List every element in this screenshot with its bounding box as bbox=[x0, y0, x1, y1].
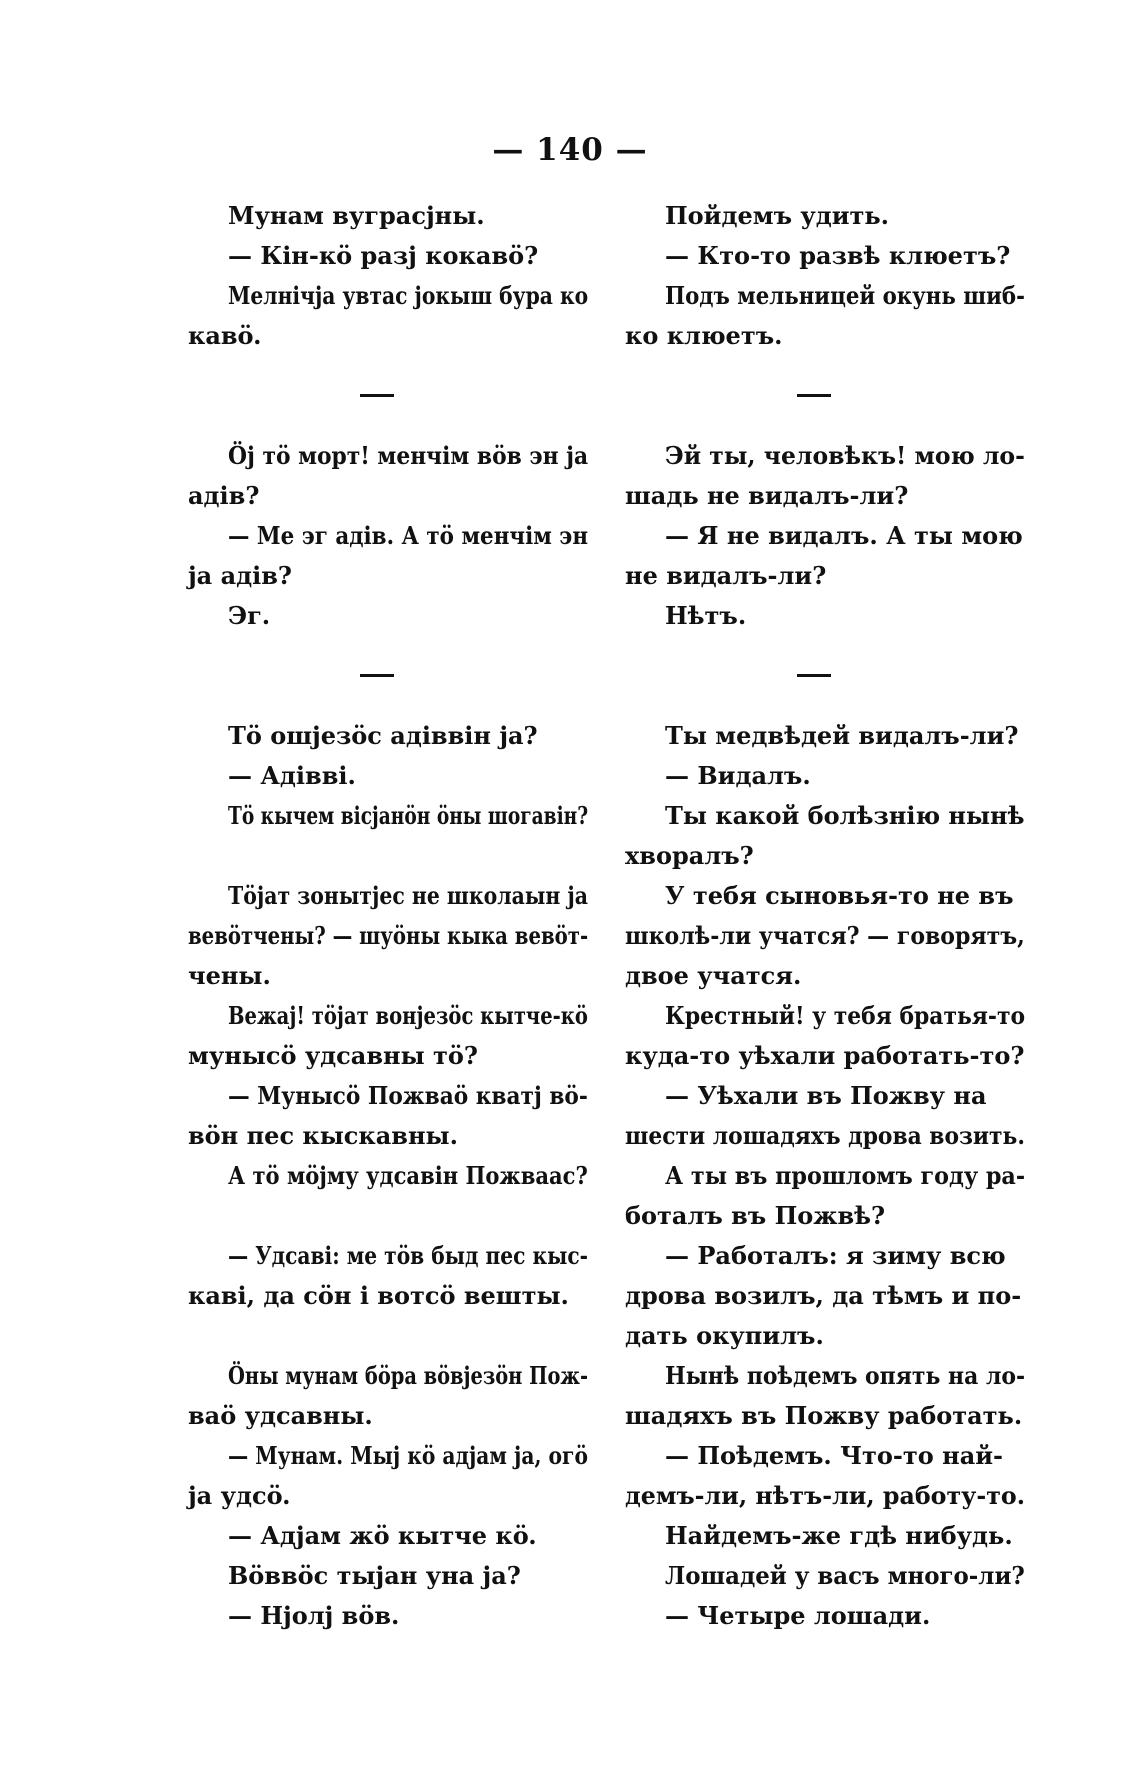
text-line bbox=[188, 1076, 588, 1116]
text-line-content: Тö ошјезöс адіввін ја? bbox=[228, 721, 538, 750]
text-line-content: А тö мöјму удсавін Пожваас? bbox=[228, 1161, 588, 1190]
text-line bbox=[188, 716, 588, 756]
text-line bbox=[625, 1436, 1025, 1476]
text-line bbox=[188, 316, 588, 356]
text-line bbox=[188, 1236, 588, 1276]
text-line-content: ваö удсавны. bbox=[188, 1401, 373, 1430]
text-line-content: Тöјат зонытјес не школаын ја bbox=[228, 881, 589, 910]
text-line-content: Мунам вуграсјны. bbox=[228, 201, 485, 230]
text-line bbox=[625, 1596, 1025, 1636]
text-line-content: Эг. bbox=[228, 601, 271, 630]
text-line bbox=[625, 716, 1025, 756]
text-line-content: боталъ въ Пожвѣ? bbox=[625, 1201, 886, 1230]
text-line bbox=[625, 1276, 1025, 1316]
text-line-content: Крестный! у тебя братья-то bbox=[665, 1001, 1026, 1030]
text-line-content: каві, да сöн і вотсö вешты. bbox=[188, 1281, 569, 1310]
text-line-content: — Видалъ. bbox=[665, 761, 811, 790]
text-line bbox=[188, 956, 588, 996]
text-line-content: мунысö удсавны тö? bbox=[188, 1041, 478, 1070]
text-line bbox=[625, 1156, 1025, 1196]
text-line-content: Тö кычем вісјанöн öны шогавін? bbox=[228, 801, 589, 830]
text-line-content: дрова возилъ, да тѣмъ и по- bbox=[625, 1281, 1022, 1310]
text-line bbox=[188, 1036, 588, 1076]
text-line-content: адів? bbox=[188, 481, 260, 510]
text-line-content: — Адјам жö кытче кö. bbox=[228, 1521, 537, 1550]
text-line bbox=[625, 796, 1025, 836]
text-line bbox=[625, 916, 1025, 956]
text-line-content: — Ме эг адів. А тö менчім эн bbox=[228, 521, 589, 550]
text-line-content: — Я не видалъ. А ты мою bbox=[665, 521, 1023, 550]
text-line bbox=[188, 1116, 588, 1156]
text-line bbox=[188, 556, 588, 596]
text-line-content: — Уѣхали въ Пожву на bbox=[665, 1081, 987, 1110]
text-line bbox=[625, 436, 1025, 476]
blank-line bbox=[188, 836, 588, 876]
text-line bbox=[188, 1276, 588, 1316]
text-line bbox=[188, 516, 588, 556]
text-line-content: не видалъ-ли? bbox=[625, 561, 827, 590]
text-line-content: школѣ-ли учатся? — говорятъ, bbox=[625, 921, 1025, 950]
text-line-content: Мелнічја увтас јокыш бура ко bbox=[228, 281, 589, 310]
text-line-content: — Мунысö Пожваö кватј вö- bbox=[228, 1081, 588, 1110]
text-line-content: дать окупилъ. bbox=[625, 1321, 824, 1350]
text-line-content: шести лошадяхъ дрова возить. bbox=[625, 1121, 1025, 1150]
section-divider bbox=[188, 356, 588, 436]
text-line bbox=[625, 316, 1025, 356]
text-line-content: Нѣтъ. bbox=[665, 601, 747, 630]
text-line bbox=[188, 996, 588, 1036]
text-line bbox=[188, 196, 588, 236]
blank-line bbox=[188, 1316, 588, 1356]
text-line-content: — Нјолј вöв. bbox=[228, 1601, 400, 1630]
text-line-content: — Работалъ: я зиму всю bbox=[665, 1241, 1006, 1270]
text-line-content: У тебя сыновья-то не въ bbox=[665, 881, 1014, 910]
text-line-content: Ты медвѣдей видалъ-ли? bbox=[665, 721, 1019, 750]
text-line-content: хворалъ? bbox=[625, 841, 754, 870]
text-line bbox=[188, 1396, 588, 1436]
text-line bbox=[188, 1436, 588, 1476]
text-line bbox=[625, 556, 1025, 596]
text-line bbox=[625, 1356, 1025, 1396]
text-line bbox=[188, 1356, 588, 1396]
text-line-content: — Мунам. Мыј кö адјам ја, огö bbox=[228, 1441, 588, 1470]
section-divider bbox=[625, 636, 1025, 716]
text-line bbox=[188, 1156, 588, 1196]
text-line-content: — Четыре лошади. bbox=[665, 1601, 931, 1630]
text-line bbox=[188, 1476, 588, 1516]
komi-text-column bbox=[188, 196, 588, 1636]
text-line-content: А ты въ прошломъ году ра- bbox=[665, 1161, 1026, 1190]
text-line-content: — Кін-кö разј кокавö? bbox=[228, 241, 539, 270]
section-divider bbox=[625, 356, 1025, 436]
text-line bbox=[188, 796, 588, 836]
text-line-content: Вежај! тöјат вонјезöс кытче-кö bbox=[228, 1001, 588, 1030]
text-line bbox=[625, 1516, 1025, 1556]
text-line-content: Эй ты, человѣкъ! мою ло- bbox=[665, 441, 1025, 470]
text-line bbox=[625, 1036, 1025, 1076]
text-line-content: Вöввöс тыјан уна ја? bbox=[228, 1561, 521, 1590]
text-line-content: — Поѣдемъ. Что-то най- bbox=[665, 1441, 1004, 1470]
text-line bbox=[188, 756, 588, 796]
text-line bbox=[625, 196, 1025, 236]
text-line bbox=[188, 1596, 588, 1636]
text-line bbox=[625, 1396, 1025, 1436]
text-line bbox=[625, 996, 1025, 1036]
text-line-content: Öны мунам бöра вöвјезöн Пож- bbox=[228, 1361, 589, 1390]
text-line-content: ја удсö. bbox=[188, 1481, 291, 1510]
text-line bbox=[188, 1556, 588, 1596]
text-line bbox=[188, 436, 588, 476]
text-line bbox=[625, 1236, 1025, 1276]
page-number: — 140 — bbox=[492, 132, 648, 168]
text-line bbox=[625, 756, 1025, 796]
text-line-content: — Кто-то развѣ клюетъ? bbox=[665, 241, 1011, 270]
text-line-content: — Удсаві: ме тöв быд пес кыс- bbox=[228, 1241, 589, 1270]
text-line-content: вевöтчены? — шуöны кыка вевöт- bbox=[188, 921, 589, 950]
text-line bbox=[188, 916, 588, 956]
text-line bbox=[625, 1116, 1025, 1156]
text-line bbox=[625, 876, 1025, 916]
text-line bbox=[188, 876, 588, 916]
text-line bbox=[188, 1516, 588, 1556]
text-line-content: шадяхъ въ Пожву работать. bbox=[625, 1401, 1023, 1430]
text-line-content: вöн пес кыскавны. bbox=[188, 1121, 458, 1150]
text-line bbox=[625, 1556, 1025, 1596]
text-line-content: — Адівві. bbox=[228, 761, 356, 790]
text-line bbox=[188, 236, 588, 276]
text-line bbox=[625, 1076, 1025, 1116]
text-line bbox=[625, 516, 1025, 556]
text-line bbox=[625, 956, 1025, 996]
text-line-content: демъ-ли, нѣтъ-ли, работу-то. bbox=[625, 1481, 1025, 1510]
text-line-content: двое учатся. bbox=[625, 961, 802, 990]
text-line-content: Нынѣ поѣдемъ опять на ло- bbox=[665, 1361, 1026, 1390]
text-line bbox=[188, 476, 588, 516]
text-line bbox=[625, 276, 1025, 316]
text-line-content: Лошадей у васъ много-ли? bbox=[665, 1561, 1025, 1590]
text-line bbox=[188, 596, 588, 636]
text-line bbox=[188, 276, 588, 316]
text-line bbox=[625, 836, 1025, 876]
text-line-content: Пойдемъ удить. bbox=[665, 201, 890, 230]
text-line bbox=[625, 1476, 1025, 1516]
text-line-content: Öј тö морт! менчім вöв эн ја bbox=[228, 441, 589, 470]
text-line-content: Найдемъ-же гдѣ нибудь. bbox=[665, 1521, 1013, 1550]
text-line-content: Подъ мельницей окунь шиб- bbox=[665, 281, 1025, 310]
text-line-content: Ты какой болѣзнію нынѣ bbox=[665, 801, 1025, 830]
text-line bbox=[625, 1196, 1025, 1236]
section-divider bbox=[188, 636, 588, 716]
text-line-content: ко клюетъ. bbox=[625, 321, 783, 350]
text-line-content: куда-то уѣхали работать-то? bbox=[625, 1041, 1025, 1070]
text-line-content: чены. bbox=[188, 961, 271, 990]
text-line-content: кавö. bbox=[188, 321, 262, 350]
text-line-content: шадь не видалъ-ли? bbox=[625, 481, 909, 510]
blank-line bbox=[188, 1196, 588, 1236]
russian-translation-column bbox=[625, 196, 1025, 1636]
text-line-content: ја адів? bbox=[188, 561, 292, 590]
text-line bbox=[625, 596, 1025, 636]
text-line bbox=[625, 236, 1025, 276]
text-line bbox=[625, 1316, 1025, 1356]
text-line bbox=[625, 476, 1025, 516]
